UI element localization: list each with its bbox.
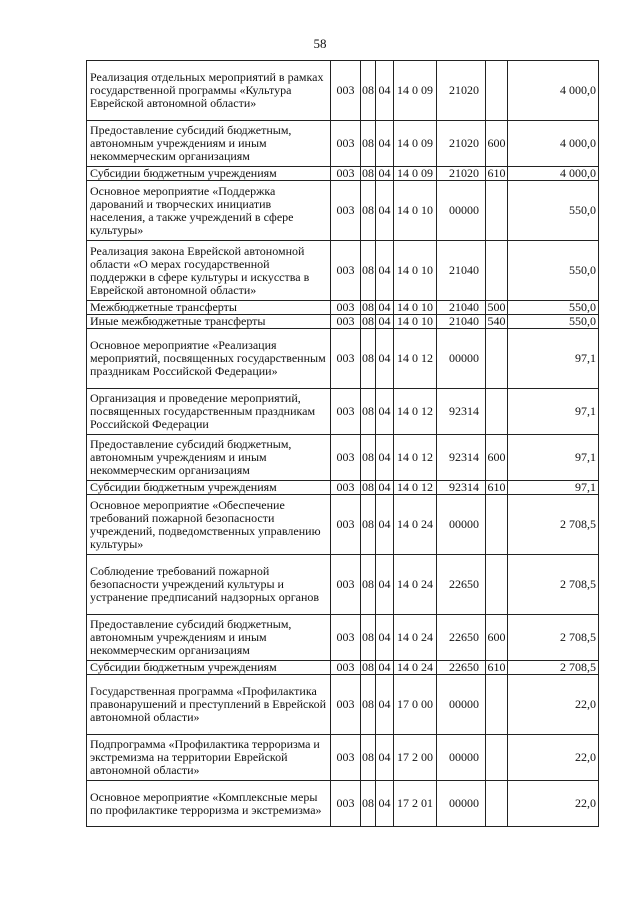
row-name: Организация и проведение мероприятий, посвященных государственным праздникам Российской Федерации [87, 389, 331, 435]
row-name: Государственная программа «Профилактика правонарушений и преступлений в Еврейской автономной области» [87, 675, 331, 735]
target-article-code: 14 0 09 [394, 121, 437, 167]
target-article-code: 14 0 10 [394, 181, 437, 241]
expense-type-code: 610 [487, 166, 506, 180]
section-code: 08 [361, 389, 376, 435]
grbs-code: 003 [331, 241, 361, 301]
target-article-code: 14 0 09 [394, 61, 437, 121]
section-code: 08 [362, 166, 374, 180]
target-article-suffix: 00000 [437, 495, 486, 555]
target-article-suffix: 21040 [437, 315, 486, 329]
target-article-suffix: 92314 [437, 481, 486, 495]
target-article-code: 14 0 10 [394, 315, 437, 329]
table-row [87, 615, 599, 661]
expense-type-code [486, 61, 508, 121]
grbs-code: 003 [331, 167, 361, 181]
target-article-suffix: 21040 [437, 301, 486, 315]
target-article-suffix: 00000 [437, 675, 486, 735]
row-name: Основное мероприятие «Поддержка дарований и творческих инициатив населения, а также учреждений в сфере культуры» [87, 181, 331, 241]
amount: 4 000,0 [508, 167, 599, 181]
expense-type-code [486, 555, 508, 615]
subsection-code: 04 [376, 481, 394, 495]
section-code: 08 [361, 181, 376, 241]
subsection-code: 04 [376, 615, 394, 661]
target-article-suffix: 21020 [437, 167, 486, 181]
table-row [87, 481, 599, 495]
grbs-code: 003 [331, 495, 361, 555]
table-row [87, 555, 599, 615]
section-code: 08 [361, 121, 376, 167]
amount: 550,0 [508, 241, 599, 301]
section-code: 08 [361, 329, 376, 389]
target-article-suffix: 00000 [437, 329, 486, 389]
table-row [87, 661, 599, 675]
target-article-suffix: 00000 [437, 781, 486, 827]
target-article-code: 17 2 00 [394, 735, 437, 781]
expense-type-code: 610 [487, 480, 506, 494]
amount: 97,1 [508, 481, 599, 495]
target-article-code: 14 0 09 [394, 167, 437, 181]
page-number: 58 [313, 36, 327, 51]
grbs-code: 003 [331, 661, 361, 675]
table-row [87, 181, 599, 241]
target-article-code: 14 0 24 [394, 555, 437, 615]
amount: 97,1 [508, 389, 599, 435]
amount: 97,1 [508, 435, 599, 481]
target-article-suffix: 22650 [437, 661, 486, 675]
expense-type-code [486, 329, 508, 389]
expense-type-code [486, 181, 508, 241]
target-article-code: 14 0 12 [394, 435, 437, 481]
amount: 4 000,0 [508, 61, 599, 121]
target-article-suffix: 92314 [437, 389, 486, 435]
section-code: 08 [362, 314, 374, 328]
grbs-code: 003 [331, 301, 361, 315]
amount: 2 708,5 [508, 495, 599, 555]
expense-type-code: 500 [487, 300, 506, 314]
subsection-code: 04 [376, 389, 394, 435]
amount: 2 708,5 [508, 615, 599, 661]
amount: 550,0 [508, 301, 599, 315]
section-code: 08 [361, 615, 376, 661]
expense-type-code [486, 389, 508, 435]
table-row [87, 301, 599, 315]
target-article-suffix: 21020 [437, 61, 486, 121]
target-article-suffix: 92314 [437, 435, 486, 481]
section-code: 08 [361, 675, 376, 735]
target-article-suffix: 21020 [437, 121, 486, 167]
grbs-code: 003 [331, 181, 361, 241]
target-article-code: 14 0 10 [394, 241, 437, 301]
subsection-code: 04 [376, 675, 394, 735]
row-name: Иные межбюджетные трансферты [87, 315, 331, 329]
subsection-code: 04 [376, 241, 394, 301]
grbs-code: 003 [331, 675, 361, 735]
table-row [87, 735, 599, 781]
subsection-code: 04 [376, 781, 394, 827]
amount: 22,0 [508, 675, 599, 735]
row-name: Межбюджетные трансферты [87, 301, 331, 315]
grbs-code: 003 [331, 61, 361, 121]
target-article-code: 14 0 24 [394, 615, 437, 661]
amount: 2 708,5 [508, 661, 599, 675]
expense-type-code: 540 [487, 314, 506, 328]
expense-type-code [486, 675, 508, 735]
table-row [87, 675, 599, 735]
row-name: Субсидии бюджетным учреждениям [87, 481, 331, 495]
budget-table [86, 60, 599, 827]
expense-type-code [486, 495, 508, 555]
target-article-suffix: 22650 [437, 615, 486, 661]
row-name: Субсидии бюджетным учреждениям [87, 661, 331, 675]
section-code: 08 [361, 495, 376, 555]
section-code: 08 [362, 480, 374, 494]
expense-type-code [486, 735, 508, 781]
grbs-code: 003 [331, 315, 361, 329]
grbs-code: 003 [331, 555, 361, 615]
row-name: Основное мероприятие «Реализация мероприятий, посвященных государственным праздникам Российской Федерации» [87, 329, 331, 389]
table-row [87, 121, 599, 167]
target-article-suffix: 00000 [437, 735, 486, 781]
subsection-code: 04 [376, 435, 394, 481]
target-article-code: 17 0 00 [394, 675, 437, 735]
amount: 97,1 [508, 329, 599, 389]
row-name: Основное мероприятие «Обеспечение требований пожарной безопасности учреждений, подведомственных управлению культуры» [87, 495, 331, 555]
target-article-code: 14 0 10 [394, 301, 437, 315]
table-row [87, 241, 599, 301]
section-code: 08 [362, 660, 374, 674]
grbs-code: 003 [331, 481, 361, 495]
target-article-code: 14 0 12 [394, 389, 437, 435]
table-row [87, 435, 599, 481]
table-row [87, 495, 599, 555]
target-article-suffix: 21040 [437, 241, 486, 301]
target-article-code: 17 2 01 [394, 781, 437, 827]
section-code: 08 [362, 300, 374, 314]
expense-type-code [486, 781, 508, 827]
row-name: Предоставление субсидий бюджетным, автономным учреждениям и иным некоммерческим организациям [87, 435, 331, 481]
amount: 22,0 [508, 781, 599, 827]
section-code: 08 [361, 241, 376, 301]
subsection-code: 04 [376, 555, 394, 615]
subsection-code: 04 [376, 495, 394, 555]
grbs-code: 003 [331, 615, 361, 661]
expense-type-code [486, 241, 508, 301]
subsection-code: 04 [376, 315, 394, 329]
table-row [87, 329, 599, 389]
row-name: Подпрограмма «Профилактика терроризма и экстремизма на территории Еврейской автономной области» [87, 735, 331, 781]
subsection-code: 04 [376, 167, 394, 181]
amount: 22,0 [508, 735, 599, 781]
amount: 550,0 [508, 181, 599, 241]
expense-type-code: 600 [486, 615, 508, 661]
subsection-code: 04 [376, 301, 394, 315]
expense-type-code: 600 [486, 435, 508, 481]
amount: 550,0 [508, 315, 599, 329]
target-article-code: 14 0 24 [394, 661, 437, 675]
section-code: 08 [361, 555, 376, 615]
subsection-code: 04 [376, 735, 394, 781]
expense-type-code: 600 [486, 121, 508, 167]
target-article-suffix: 00000 [437, 181, 486, 241]
table-row [87, 781, 599, 827]
grbs-code: 003 [331, 329, 361, 389]
table-row [87, 167, 599, 181]
table-row [87, 61, 599, 121]
subsection-code: 04 [376, 181, 394, 241]
amount: 4 000,0 [508, 121, 599, 167]
target-article-code: 14 0 24 [394, 495, 437, 555]
target-article-code: 14 0 12 [394, 329, 437, 389]
row-name: Предоставление субсидий бюджетным, автономным учреждениям и иным некоммерческим организациям [87, 615, 331, 661]
subsection-code: 04 [376, 121, 394, 167]
grbs-code: 003 [331, 121, 361, 167]
row-name: Предоставление субсидий бюджетным, автономным учреждениям и иным некоммерческим организациям [87, 121, 331, 167]
target-article-code: 14 0 12 [394, 481, 437, 495]
amount: 2 708,5 [508, 555, 599, 615]
grbs-code: 003 [331, 389, 361, 435]
section-code: 08 [361, 735, 376, 781]
row-name: Субсидии бюджетным учреждениям [87, 167, 331, 181]
row-name: Реализация закона Еврейской автономной области «О мерах государственной поддержки в сфере культуры и искусства в Еврейской автономной области» [87, 241, 331, 301]
subsection-code: 04 [376, 661, 394, 675]
subsection-code: 04 [376, 329, 394, 389]
row-name: Реализация отдельных мероприятий в рамках государственной программы «Культура Еврейской автономной области» [87, 61, 331, 121]
grbs-code: 003 [331, 781, 361, 827]
table-row [87, 389, 599, 435]
target-article-suffix: 22650 [437, 555, 486, 615]
section-code: 08 [361, 435, 376, 481]
expense-type-code: 610 [487, 660, 506, 674]
row-name: Основное мероприятие «Комплексные меры по профилактике терроризма и экстремизма» [87, 781, 331, 827]
section-code: 08 [361, 781, 376, 827]
row-name: Соблюдение требований пожарной безопасности учреждений культуры и устранение предписаний надзорных органов [87, 555, 331, 615]
grbs-code: 003 [331, 435, 361, 481]
table-row [87, 315, 599, 329]
subsection-code: 04 [376, 61, 394, 121]
section-code: 08 [361, 61, 376, 121]
grbs-code: 003 [331, 735, 361, 781]
